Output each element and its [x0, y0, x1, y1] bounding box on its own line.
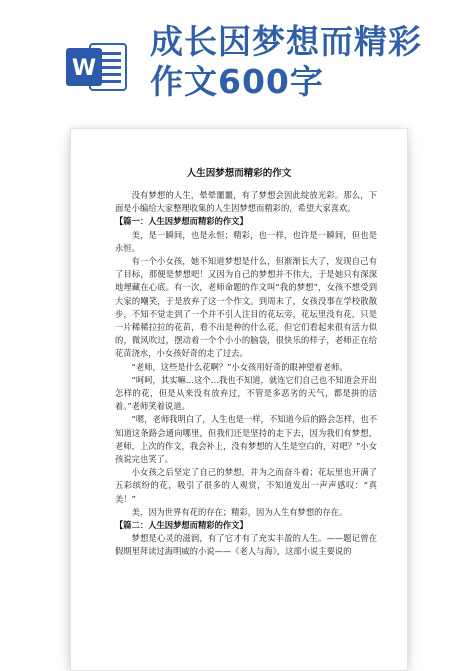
section-heading-2: 【篇二：人生因梦想而精彩的作文】	[115, 520, 248, 531]
section-heading-1: 【篇一：人生因梦想而精彩的作文】	[115, 216, 248, 227]
paragraph: 美，因为世界有花的存在；精彩，因为人生有梦想的存在。	[131, 506, 348, 517]
page-title	[150, 22, 470, 102]
paragraph: “嗯，老师我明白了，人生也是一样，不知道今后的路会怎样，也不知道这条路会通向哪里，但我们还是坚持的走下去，因为我们有梦想，老师，上次的作文，我会补上，没有梦想的人生是空白的，对吧？”小女孩说完也笑了。	[115, 414, 377, 465]
microsoft-word-icon	[66, 38, 128, 96]
paragraph: 小女孩之后坚定了自己的梦想，并为之而奋斗着；花坛里也开满了五彩缤纷的花，吸引了很多的人观赏，不知道发出一声声感叹：“真美！”	[115, 467, 377, 504]
paragraph-intro: 没有梦想的人生，晕晕噩噩，有了梦想会因此绽放光彩。那么，下面是小编给大家整理收集的人生因梦想而精彩的，希望大家喜欢。	[115, 190, 377, 214]
document-title: 人生因梦想而精彩的作文	[186, 168, 292, 179]
title-line-1: 成长因梦想而精彩	[150, 22, 422, 61]
document-page	[70, 128, 408, 671]
paragraph: 美，是一瞬间，也是永恒；精彩，也一样，也许是一瞬间，但也是永恒。	[115, 229, 377, 253]
paragraph: 有一个小女孩，她不知道梦想是什么，但渐渐长大了，发现自己有了目标，那便是梦想吧！又因为自己的梦想并不伟大，于是她只有深深地埋藏在心底。有一次，老师命题的作文叫“我的梦想”，女孩不想受到大家的嘲笑，于是放弃了这一个作文。到周末了，女孩没事在学校散散步，不知不觉走到了一个并不引人注目的花坛旁，花坛里没有花，只是一片稀稀拉拉的花苗，看不出是种的什么花，但它们看起来很有活力似的，微风吹过，摆动着一个个小小的脑袋，很快乐的样子，老师正在给花苗浇水，小女孩好奇的走了过去。	[115, 256, 377, 359]
header	[0, 0, 474, 120]
paragraph: 梦想是心灵的滋润，有了它才有了充实丰盈的人生。——题记曾在假期里拜读过海明威的小说——《老人与海》，这部小说主要说的	[115, 533, 377, 557]
paragraph: “老师，这些是什么花啊？”小女孩用好奇的眼神望着老师。	[131, 361, 348, 372]
document-body	[115, 189, 377, 559]
word-icon-letter: W	[71, 56, 97, 81]
title-line-2: 作文600字	[150, 62, 324, 101]
paragraph: “呵呵，其实嘛…这个…我也不知道，就连它们自己也不知道会开出怎样的花，但是从来没有放弃过，不管是多恶劣的天气，都是拼的活着。”老师笑着说道。	[115, 374, 377, 412]
